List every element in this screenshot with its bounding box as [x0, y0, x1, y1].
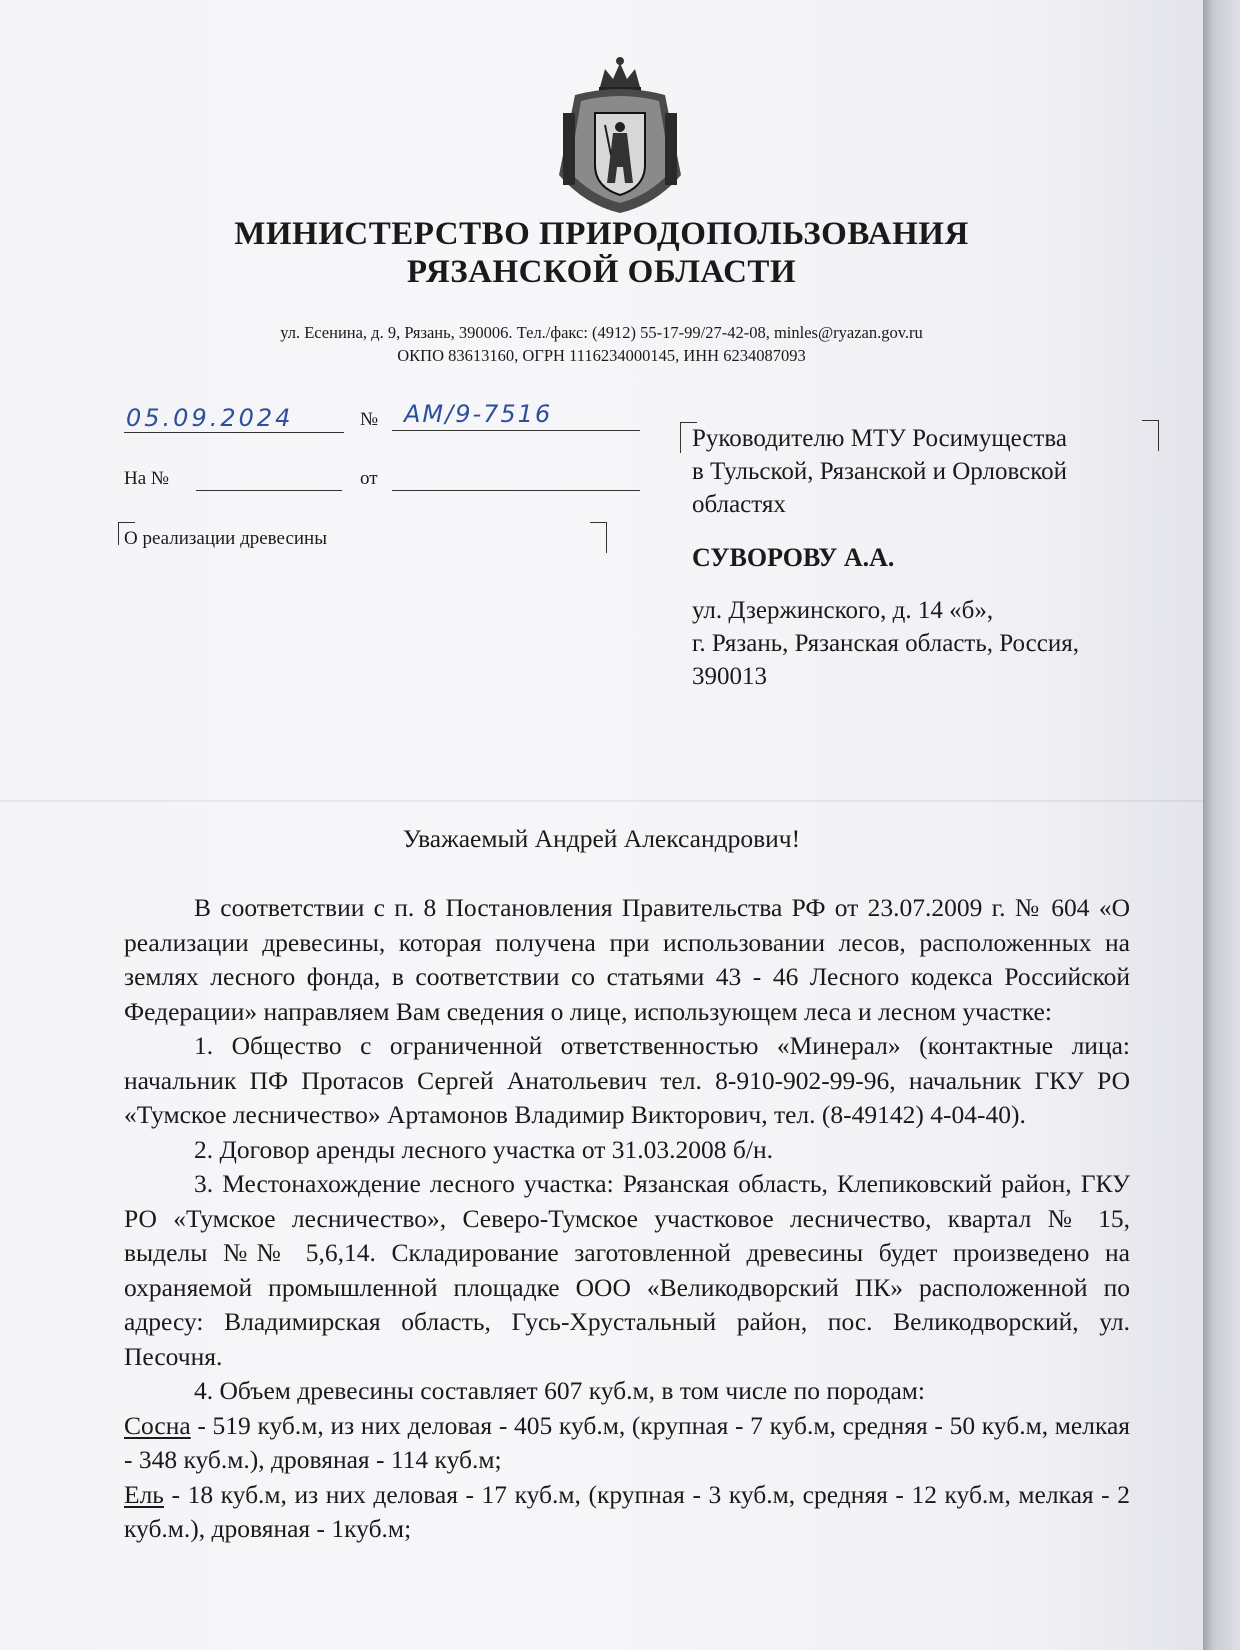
recipient-position — [692, 422, 1172, 521]
outgoing-date: 05.09.2024 — [126, 404, 294, 432]
outgoing-number: АМ/9-7516 — [404, 400, 553, 428]
ref-date-label: от — [360, 468, 378, 489]
number-sign: № — [360, 409, 379, 430]
species-pine-label: Сосна — [124, 1410, 191, 1440]
recipient-addr1: ул. Дзержинского, д. 14 «б», — [692, 597, 994, 624]
ministry-address: ул. Есенина, д. 9, Рязань, 390006. Тел./факс: (4912) 55-17-99/27-42-08, minles@ryazan.gov.ru — [280, 323, 923, 342]
ministry-name-line1: МИНИСТЕРСТВО ПРИРОДОПОЛЬЗОВАНИЯ — [234, 216, 969, 252]
ref-number-line — [196, 490, 342, 491]
recipient-name: СУВОРОВУ А.А. — [692, 543, 895, 572]
ref-date-line — [392, 490, 640, 491]
date-underline — [124, 432, 344, 433]
species-pine-text: - 519 куб.м, из них деловая - 405 куб.м, (крупная - 7 куб.м, средняя - 50 куб.м, мелкая - 348 куб.м.), дровяная - 114 куб.м; — [124, 1410, 1130, 1474]
paragraph-intro: В соответствии с п. 8 Постановления Правительства РФ от 23.07.2009 г. № 604 «О реализации древесины, которая получена при использовании лесов, расположенных на землях лесного фонда, в соответствии со статьями 43 - 46 Лесного кодекса Российской Федерации» направляем Вам сведения о лице, использующем леса и лесном участке: — [124, 893, 1130, 1026]
greeting: Уважаемый Андрей Александрович! — [402, 824, 801, 853]
recipient-address — [692, 594, 1172, 693]
species-spruce — [124, 1478, 1130, 1547]
recipient-line3: областях — [692, 491, 786, 518]
ref-number-label: На № — [124, 468, 170, 489]
scan-background-edge — [1203, 0, 1240, 1650]
item-organization: 1. Общество с ограниченной ответственностью «Минерал» (контактные лица: начальник ПФ Протасов Сергей Анатольевич тел. 8-910-902-99-96, начальник ГКУ РО «Тумское лесничество» Артамонов Владимир Викторович, тел. (8-49142) 4-04-40). — [124, 1031, 1130, 1129]
recipient-addr3: 390013 — [692, 663, 767, 690]
ministry-name-line2: РЯЗАНСКОЙ ОБЛАСТИ — [406, 254, 797, 290]
ministry-registry-codes: ОКПО 83613160, ОГРН 1116234000145, ИНН 6234087093 — [397, 346, 806, 365]
recipient-line2: в Тульской, Рязанской и Орловской — [692, 458, 1067, 485]
item-lease-agreement: 2. Договор аренды лесного участка от 31.03.2008 б/н. — [194, 1134, 774, 1164]
letter-subject: О реализации древесины — [124, 528, 327, 549]
ryazan-coat-of-arms-icon — [555, 55, 685, 217]
item-volume: 4. Объем древесины составляет 607 куб.м, в том числе по породам: — [194, 1376, 926, 1405]
recipient-line1: Руководителю МТУ Росимущества — [692, 425, 1067, 452]
species-spruce-text: - 18 куб.м, из них деловая - 17 куб.м, (крупная - 3 куб.м, средняя - 12 куб.м, мелкая - 2 куб.м.), дровяная - 1куб.м; — [124, 1479, 1130, 1543]
species-pine — [124, 1409, 1130, 1478]
species-spruce-label: Ель — [124, 1479, 164, 1509]
recipient-addr2: г. Рязань, Рязанская область, Россия, — [692, 630, 1079, 657]
fold-line — [0, 800, 1203, 802]
item-location: 3. Местонахождение лесного участка: Рязанская область, Клепиковский район, ГКУ РО «Тумское лесничество», Северо-Тумское участковое лесничество, квартал № 15, выделы №№ 5,6,14. Складирование заготовленной древесины будет произведено на охраняемой промышленной площадке ООО «Великодворский ПК» расположенной по адресу: Владимирская область, Гусь-Хрустальный район, пос. Великодворский, ул. Песочня. — [124, 1169, 1130, 1371]
letter-body — [124, 891, 1130, 1547]
subject-bracket-right — [590, 522, 607, 553]
number-underline — [392, 430, 640, 431]
